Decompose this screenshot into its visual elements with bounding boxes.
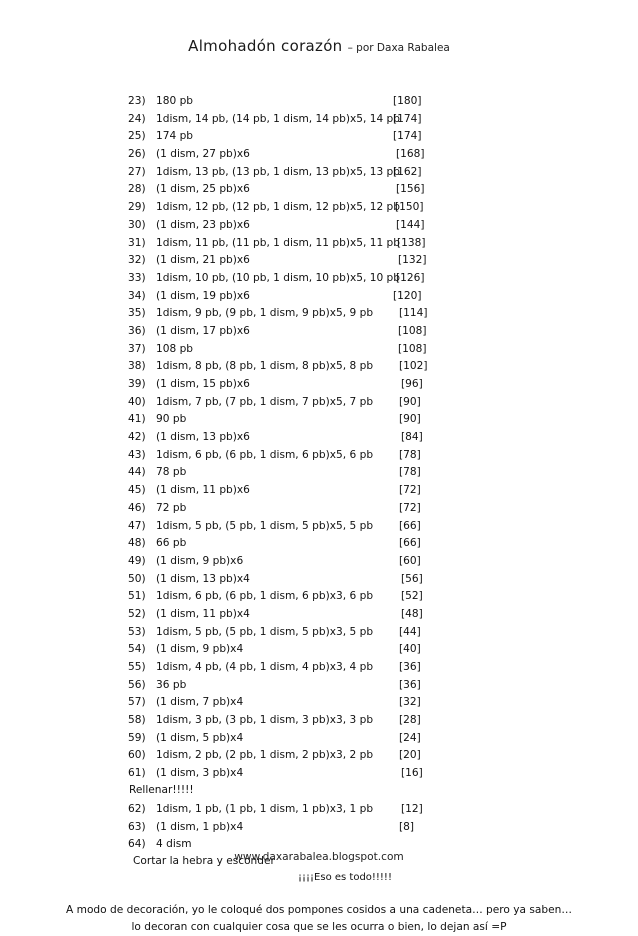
pattern-row [0,659,638,677]
row-stitch-total: [52] [401,590,423,603]
row-number: 28) [128,183,146,196]
row-number: 54) [128,643,146,656]
row-instruction: 36 pb [156,678,187,691]
pattern-row [0,323,638,341]
row-stitch-total: [90] [399,395,421,408]
row-stitch-total: [132] [398,254,427,267]
row-stitch-total: [72] [399,484,421,497]
row-stitch-total: [120] [393,289,422,302]
pattern-row [0,588,638,606]
row-number: 32) [128,254,146,267]
row-instruction: (1 dism, 11 pb)x4 [156,607,250,620]
pattern-row [0,518,638,536]
pattern-rows-final [0,801,638,854]
decoration-line-2: lo decoran con cualquier cosa que se les ocurra o bien, lo dejan así =P [131,921,507,934]
row-number: 59) [128,731,146,744]
row-number: 36) [128,324,146,337]
pattern-row [0,111,638,129]
row-number: 44) [128,466,146,479]
row-number: 51) [128,590,146,603]
row-instruction: (1 dism, 13 pb)x4 [156,572,250,585]
row-number: 42) [128,431,146,444]
pattern-row [0,235,638,253]
row-number: 52) [128,607,146,620]
row-stitch-total: [78] [399,448,421,461]
row-stitch-total: [20] [399,749,421,762]
pattern-row [0,571,638,589]
done-note: ¡¡¡¡Eso es todo!!!!! [298,871,392,883]
row-number: 27) [128,165,146,178]
row-instruction: (1 dism, 9 pb)x4 [156,643,244,656]
title-byline: – por Daxa Rabalea [347,42,450,54]
row-instruction: (1 dism, 1 pb)x4 [156,820,244,833]
row-instruction: 4 dism [156,838,192,851]
row-stitch-total: [28] [399,714,421,727]
pattern-row [0,93,638,111]
row-instruction: 1dism, 3 pb, (3 pb, 1 dism, 3 pb)x3, 3 pb [156,714,374,727]
row-instruction: 1dism, 7 pb, (7 pb, 1 dism, 7 pb)x5, 7 pb [156,395,374,408]
decoration-line-1: A modo de decoración, yo le coloqué dos pompones cosidos a una cadeneta… pero ya saben… [66,903,572,916]
pattern-row [0,217,638,235]
row-number: 26) [128,148,146,161]
pattern-row [0,500,638,518]
pattern-row [0,677,638,695]
row-stitch-total: [96] [401,378,423,390]
row-instruction: (1 dism, 11 pb)x6 [156,484,250,497]
pattern-rows [0,93,638,783]
row-number: 47) [128,519,146,532]
pattern-row [0,288,638,306]
finish-note: Cortar la hebra y esconder [133,855,275,868]
pattern-row [0,819,638,837]
row-number: 64) [128,838,146,851]
row-instruction: 1dism, 1 pb, (1 pb, 1 dism, 1 pb)x3, 1 pb [156,803,374,815]
row-instruction: (1 dism, 21 pb)x6 [156,254,250,267]
row-number: 30) [128,218,146,231]
row-stitch-total: [32] [399,696,421,709]
row-stitch-total: [8] [399,820,415,833]
pattern-row [0,606,638,624]
pattern-row [0,394,638,412]
row-number: 39) [128,378,146,390]
row-number: 43) [128,448,146,461]
pattern-row [0,482,638,500]
row-instruction: 180 pb [156,95,194,107]
row-instruction: (1 dism, 3 pb)x4 [156,767,244,780]
row-stitch-total: [108] [398,342,427,355]
footer-url: www.daxarabalea.blogspot.com [234,851,404,863]
row-instruction: 66 pb [156,537,187,550]
row-number: 49) [128,554,146,567]
row-stitch-total: [36] [399,678,421,691]
row-number: 34) [128,289,146,302]
row-number: 61) [128,767,146,780]
pattern-row [0,358,638,376]
document-title [0,36,638,55]
stuff-note: Rellenar!!!!! [129,784,194,797]
row-number: 60) [128,749,146,762]
row-stitch-total: [126] [396,271,425,284]
row-number: 23) [128,95,146,107]
row-number: 24) [128,112,146,125]
row-instruction: (1 dism, 19 pb)x6 [156,289,250,302]
pattern-row [0,199,638,217]
row-instruction: 174 pb [156,130,194,143]
row-number: 58) [128,714,146,727]
row-number: 48) [128,537,146,550]
row-number: 31) [128,236,146,249]
row-instruction: 1dism, 14 pb, (14 pb, 1 dism, 14 pb)x5, 14 pb [156,112,400,125]
pattern-row [0,801,638,819]
row-stitch-total: [36] [399,661,421,673]
row-instruction: 1dism, 13 pb, (13 pb, 1 dism, 13 pb)x5, 13 pb [156,165,400,178]
row-number: 46) [128,501,146,514]
row-number: 29) [128,201,146,214]
row-number: 56) [128,678,146,691]
row-number: 38) [128,360,146,373]
row-instruction: 90 pb [156,413,187,426]
row-number: 40) [128,395,146,408]
row-number: 33) [128,271,146,284]
row-stitch-total: [60] [399,554,421,567]
row-stitch-total: [174] [393,130,422,143]
row-instruction: 1dism, 6 pb, (6 pb, 1 dism, 6 pb)x3, 6 pb [156,590,374,603]
pattern-row [0,447,638,465]
row-stitch-total: [72] [399,501,421,514]
row-instruction: (1 dism, 13 pb)x6 [156,431,250,444]
row-instruction: 1dism, 5 pb, (5 pb, 1 dism, 5 pb)x5, 5 pb [156,519,374,532]
pattern-row [0,624,638,642]
row-stitch-total: [44] [399,625,421,638]
pattern-row [0,535,638,553]
row-instruction: 1dism, 10 pb, (10 pb, 1 dism, 10 pb)x5, 10 pb [156,271,400,284]
row-instruction: 1dism, 12 pb, (12 pb, 1 dism, 12 pb)x5, 12 pb [156,201,400,214]
pattern-row [0,553,638,571]
row-stitch-total: [90] [399,413,421,426]
row-stitch-total: [56] [401,572,423,585]
pattern-row [0,305,638,323]
row-stitch-total: [12] [401,803,423,815]
row-instruction: (1 dism, 17 pb)x6 [156,324,250,337]
row-instruction: (1 dism, 23 pb)x6 [156,218,250,231]
row-stitch-total: [66] [399,537,421,550]
pattern-row [0,765,638,783]
row-number: 37) [128,342,146,355]
row-stitch-total: [162] [393,165,422,178]
row-number: 55) [128,661,146,673]
row-number: 41) [128,413,146,426]
pattern-row [0,694,638,712]
row-stitch-total: [84] [401,431,423,444]
pattern-row [0,146,638,164]
row-number: 53) [128,625,146,638]
pattern-row [0,181,638,199]
row-stitch-total: [180] [393,95,422,107]
pattern-row [0,164,638,182]
row-stitch-total: [66] [399,519,421,532]
row-instruction: (1 dism, 27 pb)x6 [156,148,250,161]
pattern-row [0,252,638,270]
row-instruction: (1 dism, 15 pb)x6 [156,378,250,390]
row-instruction: 1dism, 9 pb, (9 pb, 1 dism, 9 pb)x5, 9 pb [156,307,374,320]
row-instruction: 1dism, 4 pb, (4 pb, 1 dism, 4 pb)x3, 4 pb [156,661,374,673]
pattern-row [0,341,638,359]
row-number: 45) [128,484,146,497]
row-number: 63) [128,820,146,833]
pattern-row [0,641,638,659]
pattern-row [0,730,638,748]
row-stitch-total: [40] [399,643,421,656]
row-instruction: 1dism, 5 pb, (5 pb, 1 dism, 5 pb)x3, 5 pb [156,625,374,638]
row-instruction: 1dism, 8 pb, (8 pb, 1 dism, 8 pb)x5, 8 pb [156,360,374,373]
row-instruction: (1 dism, 9 pb)x6 [156,554,244,567]
row-instruction: 78 pb [156,466,187,479]
pattern-row [0,712,638,730]
row-instruction: 1dism, 2 pb, (2 pb, 1 dism, 2 pb)x3, 2 pb [156,749,374,762]
pattern-row [0,376,638,394]
row-instruction: 1dism, 6 pb, (6 pb, 1 dism, 6 pb)x5, 6 pb [156,448,374,461]
row-stitch-total: [114] [399,307,428,320]
row-stitch-total: [168] [396,148,425,161]
pattern-row [0,411,638,429]
title-main: Almohadón corazón [188,37,343,55]
row-instruction: (1 dism, 5 pb)x4 [156,731,244,744]
row-stitch-total: [144] [396,218,425,231]
row-stitch-total: [102] [399,360,428,373]
pattern-row [0,747,638,765]
pattern-row [0,429,638,447]
row-stitch-total: [16] [401,767,423,780]
row-instruction: (1 dism, 7 pb)x4 [156,696,244,709]
row-stitch-total: [138] [397,236,426,249]
row-instruction: (1 dism, 25 pb)x6 [156,183,250,196]
row-instruction: 1dism, 11 pb, (11 pb, 1 dism, 11 pb)x5, 11 pb [156,236,400,249]
pattern-row [0,270,638,288]
pattern-row [0,128,638,146]
row-instruction: 72 pb [156,501,187,514]
row-stitch-total: [108] [398,324,427,337]
row-stitch-total: [156] [396,183,425,196]
row-number: 50) [128,572,146,585]
row-instruction: 108 pb [156,342,194,355]
row-number: 25) [128,130,146,143]
row-stitch-total: [48] [401,607,423,620]
pattern-row [0,464,638,482]
row-stitch-total: [24] [399,731,421,744]
row-stitch-total: [150] [395,201,424,214]
row-stitch-total: [78] [399,466,421,479]
row-stitch-total: [174] [393,112,422,125]
row-number: 35) [128,307,146,320]
row-number: 57) [128,696,146,709]
row-number: 62) [128,803,146,815]
